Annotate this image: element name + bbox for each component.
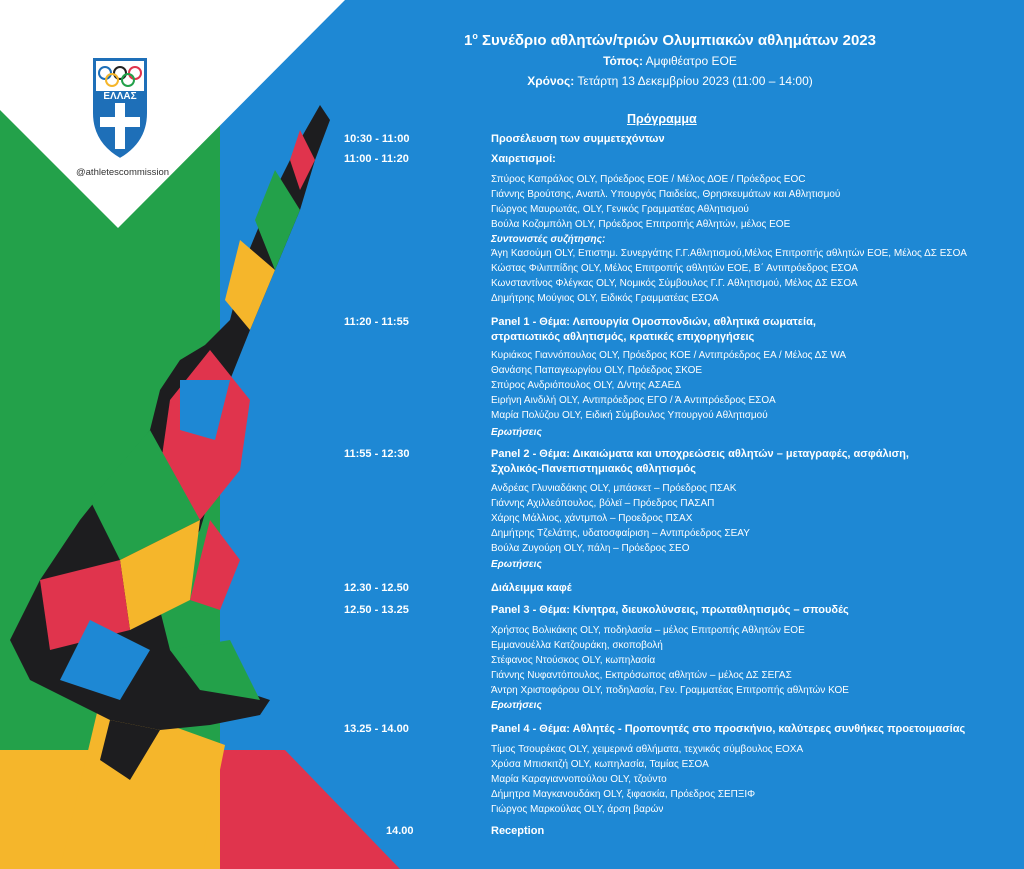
- eoe-logo: [88, 53, 152, 163]
- speaker-line: Γιώργος Μαρκούλας OLY, άρση βαρών: [491, 804, 664, 815]
- moderators-label: Συντονιστές συζήτησης:: [491, 234, 606, 245]
- speaker-line: Κυριάκος Γιαννόπουλος OLY, Πρόεδρος ΚΟΕ / Αντιπρόεδρος ΕΑ / Μέλος ΔΣ WA: [491, 350, 847, 361]
- speaker-line: Δήμητρα Μαγκανουδάκη OLY, ξιφασκία, Πρόεδρος ΣΕΠΞΙΦ: [491, 789, 756, 800]
- page-title: $1^o$ Συνέδριο αθλητών/τριών Ολυμπιακών αθλημάτων 2023: [463, 31, 876, 49]
- speaker-line: Ανδρέας Γλυνιαδάκης OLY, μπάσκετ – Πρόεδρος ΠΣΑΚ: [491, 483, 737, 494]
- speaker-line: Σπύρος Ανδριόπουλος OLY, Δ/ντης ΑΣΑΕΔ: [491, 380, 681, 391]
- speaker-line: Τίμος Τσουρέκας OLY, χειμερινά αθλήματα, τεχνικός σύμβουλος ΕΟΧΑ: [491, 744, 804, 755]
- venue-line: Τόπος: Αμφιθέατρο ΕΟΕ: [603, 54, 737, 68]
- agenda-heading: Reception: [491, 825, 545, 837]
- speaker-line: Γιάννης Αχιλλεόπουλος, βόλεϊ – Πρόεδρος ΠΑΣΑΠ: [491, 498, 715, 509]
- speaker-line: Γιάννης Βρούτσης, Αναπλ. Υπουργός Παιδείας, Θρησκευμάτων και Αθλητισμού: [491, 189, 841, 200]
- questions-label: Ερωτήσεις: [491, 700, 542, 711]
- time-slot: 14.00: [386, 825, 414, 837]
- speaker-line: Χρήστος Βολικάκης OLY, ποδηλασία – μέλος Επιτροπής Αθλητών ΕΟΕ: [491, 625, 805, 636]
- speaker-line: Κωνσταντίνος Φλέγκας OLY, Νομικός Σύμβουλος Γ.Γ. Αθλητισμού, Μέλος ΔΣ ΕΣΟΑ: [491, 278, 858, 289]
- time-slot: 11:55 - 12:30: [344, 448, 410, 460]
- olympic-rings-shield-icon: [88, 53, 152, 163]
- speaker-line: Στέφανος Ντούσκος OLY, κωπηλασία: [491, 655, 656, 666]
- speaker-line: Ειρήνη Αινδιλή OLY, Αντιπρόεδρος ΕΓΟ / Ά Αντιπρόεδρος ΕΣΟΑ: [491, 395, 776, 406]
- speaker-line: Χρύσα Μπισκιτζή OLY, κωπηλασία, Ταμίας ΕΣΟΑ: [491, 759, 709, 770]
- speaker-line: Άγη Κασούμη OLY, Επιστημ. Συνεργάτης Γ.Γ.Αθλητισμού,Μέλος Επιτροπής αθλητών ΕΟΕ, Μέλος ΔΣ ΕΣΟΑ: [491, 248, 967, 259]
- agenda-heading: Panel 4 - Θέμα: Αθλητές - Προπονητές στο προσκήνιο, καλύτερες συνθήκες προετοιμασίας: [491, 723, 966, 735]
- speaker-line: Δημήτρης Τζελάτης, υδατοσφαίριση – Αντιπρόεδρος ΣΕΑΥ: [491, 528, 750, 539]
- agenda-heading: Σχολικός-Πανεπιστημιακός αθλητισμός: [491, 463, 696, 475]
- agenda-heading: Panel 1 - Θέμα: Λειτουργία Ομοσπονδιών, αθλητικά σωματεία,: [491, 316, 816, 328]
- speaker-line: Εμμανουέλλα Κατζουράκη, σκοποβολή: [491, 640, 663, 651]
- speaker-line: Δημήτρης Μούγιος OLY, Ειδικός Γραμματέας ΕΣΟΑ: [491, 293, 719, 304]
- agenda-heading: Panel 2 - Θέμα: Δικαιώματα και υποχρεώσεις αθλητών – μεταγραφές, ασφάλιση,: [491, 448, 909, 460]
- agenda-heading: Χαιρετισμοί:: [491, 153, 556, 165]
- speaker-line: Γιώργος Μαυρωτάς, OLY, Γενικός Γραμματέας Αθλητισμού: [491, 204, 749, 215]
- time-slot: 10:30 - 11:00: [344, 133, 410, 145]
- speaker-line: Βούλα Ζυγούρη OLY, πάλη – Πρόεδρος ΣΕΟ: [491, 543, 690, 554]
- speaker-line: Κώστας Φιλιππίδης OLY, Μέλος Επιτροπής αθλητών ΕΟΕ, Β΄ Αντιπρόεδρος ΕΣΟΑ: [491, 263, 858, 274]
- agenda-heading: Προσέλευση των συμμετεχόντων: [491, 133, 665, 145]
- time-slot: 11:00 - 11:20: [344, 153, 409, 165]
- questions-label: Ερωτήσεις: [491, 559, 542, 570]
- program-title: Πρόγραμμα: [627, 112, 697, 126]
- questions-label: Ερωτήσεις: [491, 427, 542, 438]
- agenda-heading: Panel 3 - Θέμα: Κίνητρα, διευκολύνσεις, πρωταθλητισμός – σπουδές: [491, 604, 849, 616]
- social-handle: @athletescommission: [76, 167, 170, 178]
- agenda-heading: στρατιωτικός αθλητισμός, κρατικές επιχορηγήσεις: [491, 331, 755, 343]
- agenda-heading: Διάλειμμα καφέ: [491, 582, 572, 594]
- time-slot: 12.50 - 13.25: [344, 604, 409, 616]
- speaker-line: Μαρία Πολύζου OLY, Ειδική Σύμβουλος Υπουργού Αθλητισμού: [491, 410, 768, 421]
- speaker-line: Χάρης Μάλλιος, χάντμπολ – Προεδρος ΠΣΑΧ: [491, 513, 693, 524]
- speaker-line: Γιάννης Νυφαντόπουλος, Εκπρόσωπος αθλητών – μέλος ΔΣ ΣΕΓΑΣ: [491, 670, 792, 681]
- speaker-line: Θανάσης Παπαγεωργίου OLY, Πρόεδρος ΣΚΟΕ: [491, 365, 703, 376]
- speaker-line: Βούλα Κοζομπόλη OLY, Πρόεδρος Επιτροπής Αθλητών, μέλος ΕΟΕ: [491, 219, 791, 230]
- time-slot: 11:20 - 11:55: [344, 316, 409, 328]
- speaker-line: Σπύρος Καπράλος OLY, Πρόεδρος ΕΟΕ / Μέλος ΔΟΕ / Πρόεδρος EOC: [491, 174, 806, 185]
- time-line: Χρόνος: Τετάρτη 13 Δεκεμβρίου 2023 (11:00 – 14:00): [527, 74, 813, 88]
- time-slot: 13.25 - 14.00: [344, 723, 409, 735]
- speaker-line: Άντρη Χριστοφόρου OLY, ποδηλασία, Γεν. Γραμματέας Επιτροπής αθλητών ΚΟΕ: [491, 685, 849, 696]
- speaker-line: Μαρία Καραγιαννοπούλου OLY, τζούντο: [491, 774, 667, 785]
- time-slot: 12.30 - 12.50: [344, 582, 409, 594]
- logo-text: ΕΛΛΑΣ: [103, 91, 137, 102]
